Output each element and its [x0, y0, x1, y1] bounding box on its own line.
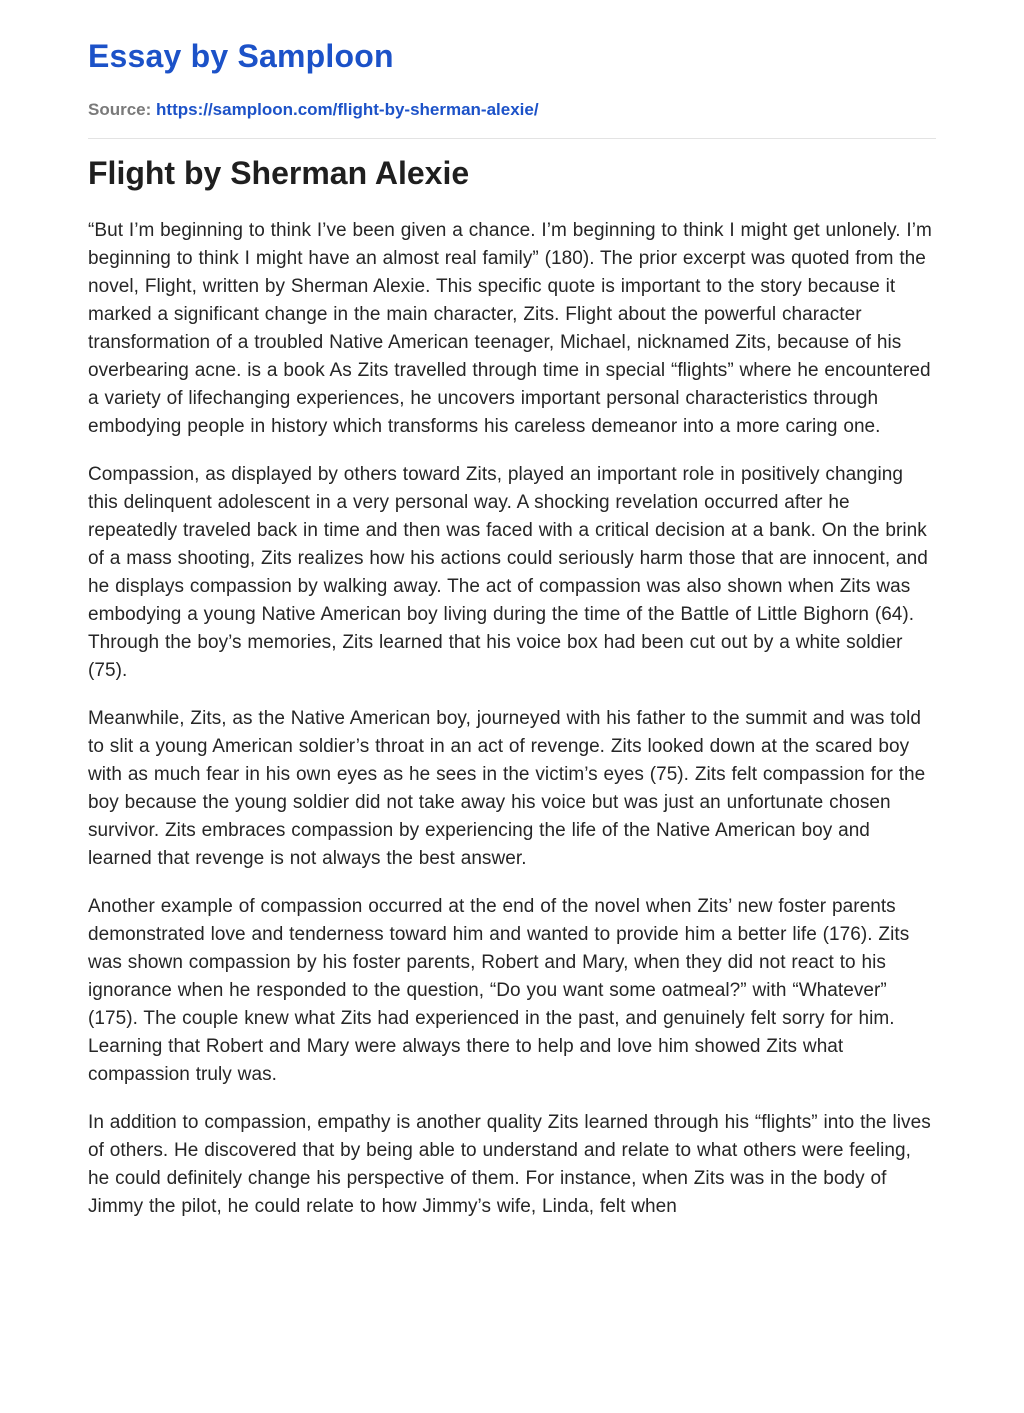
essay-paragraph: “But I’m beginning to think I’ve been given a chance. I’m beginning to think I might get unlonely. I’m beginning to think I might have an almost real family” (180). The prior excerpt was quoted from the novel, Flight, written by Sherman Alexie. This specific quote is important to the story because it marked a significant change in the main character, Zits. Flight about the powerful character transformation of a troubled Native American teenager, Michael, nicknamed Zits, because of his overbearing acne. is a book As Zits travelled through time in special “flights” where he encountered a variety of lifechanging experiences, he uncovers important personal characteristics through embodying people in history which transforms his careless demeanor into a more caring one.	[88, 220, 932, 437]
essay-page	[88, 0, 938, 1241]
essay-body	[88, 217, 938, 1221]
source-label: Source:	[88, 100, 152, 119]
essay-paragraph: Compassion, as displayed by others toward Zits, played an important role in positively changing this delinquent adolescent in a very personal way. A shocking revelation occurred after he repeatedly traveled back in time and then was faced with a critical decision at a bank. On the brink of a mass shooting, Zits realizes how his actions could seriously harm those that are innocent, and he displays compassion by walking away. The act of compassion was also shown when Zits was embodying a young Native American boy living during the time of the Battle of Little Bighorn (64). Through the boy’s memories, Zits learned that his voice box had been cut out by a white soldier (75).	[88, 464, 928, 681]
essay-title: Flight by Sherman Alexie	[88, 155, 470, 191]
site-brand: Essay by Samploon	[88, 38, 394, 74]
essay-paragraph: In addition to compassion, empathy is another quality Zits learned through his “flights” into the lives of others. He discovered that by being able to understand and relate to what others were feeling, he could definitely change his perspective of them. For instance, when Zits was in the body of Jimmy the pilot, he could relate to how Jimmy’s wife, Linda, felt when	[88, 1112, 931, 1217]
source-link[interactable]: https://samploon.com/flight-by-sherman-alexie/	[156, 100, 539, 119]
source-line	[88, 98, 938, 122]
header-divider	[88, 138, 936, 139]
essay-paragraph: Meanwhile, Zits, as the Native American boy, journeyed with his father to the summit and was told to slit a young American soldier’s throat in an act of revenge. Zits looked down at the scared boy with as much fear in his own eyes as he sees in the victim’s eyes (75). Zits felt compassion for the boy because the young soldier did not take away his voice but was just an unfortunate chosen survivor. Zits embraces compassion by experiencing the life of the Native American boy and learned that revenge is not always the best answer.	[88, 708, 926, 869]
essay-paragraph: Another example of compassion occurred at the end of the novel when Zits’ new foster parents demonstrated love and tenderness toward him and wanted to provide him a better life (176). Zits was shown compassion by his foster parents, Robert and Mary, when they did not react to his ignorance when he responded to the question, “Do you want some oatmeal?” with “Whatever” (175). The couple knew what Zits had experienced in the past, and genuinely felt sorry for him. Learning that Robert and Mary were always there to help and love him showed Zits what compassion truly was.	[88, 896, 910, 1085]
